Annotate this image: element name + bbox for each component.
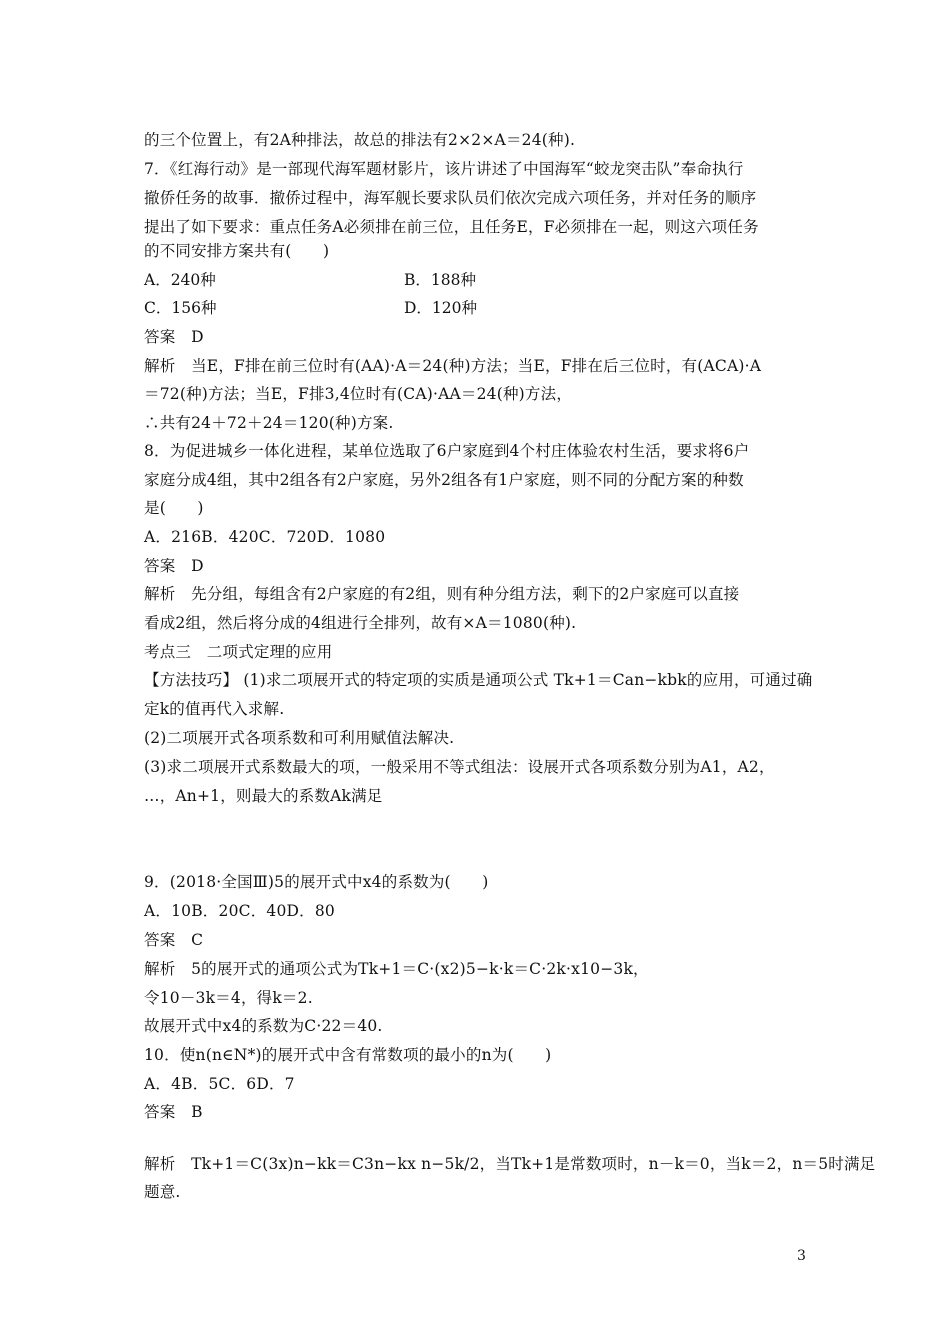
text-line: 题意.	[144, 1183, 181, 1201]
option-b: B．188种	[404, 271, 476, 289]
analysis-line: 解析 当E，F排在前三位时有(AA)·A＝24(种)方法；当E，F排在后三位时，有(ACA)·A	[144, 357, 762, 375]
options-line: A．10B．20C．40D．80	[144, 902, 335, 920]
text-line: 家庭分成4组，其中2组各有2户家庭，另外2组各有1户家庭，则不同的分配方案的种数	[144, 471, 744, 489]
answer-line: 答案 D	[144, 557, 204, 575]
options-line: A．4B．5C．6D．7	[144, 1075, 295, 1093]
text-line: 的不同安排方案共有( )	[144, 242, 330, 260]
answer-line: 答案 B	[144, 1103, 203, 1121]
text-line: (3)求二项展开式系数最大的项，一般采用不等式组法：设展开式各项系数分别为A1，A2，	[144, 758, 775, 776]
text-line: 定k的值再代入求解.	[144, 700, 285, 718]
text-line: 令10－3k＝4，得k＝2.	[144, 989, 313, 1007]
analysis-line: 解析 Tk+1＝C(3x)n−kk＝C3n−kx n−5k/2，当Tk+1是常数项时，n－k＝0，当k＝2，n＝5时满足	[144, 1155, 876, 1173]
options-line: A．216B．420C．720D．1080	[144, 528, 386, 546]
text-line: (2)二项展开式各项系数和可利用赋值法解决.	[144, 729, 455, 747]
analysis-line: 解析 5的展开式的通项公式为Tk+1＝C·(x2)5−k·k＝C·2k·x10−3k，	[144, 960, 649, 978]
text-line: 提出了如下要求：重点任务A必须排在前三位，且任务E，F必须排在一起，则这六项任务	[144, 218, 759, 236]
section-heading: 考点三 二项式定理的应用	[144, 643, 333, 661]
text-line: ＝72(种)方法；当E，F排3,4位时有(CA)·AA＝24(种)方法，	[144, 385, 573, 403]
analysis-line: 解析 先分组，每组含有2户家庭的有2组，则有种分组方法，剩下的2户家庭可以直接	[144, 585, 740, 603]
question-9-line: 9．(2018·全国Ⅲ)5的展开式中x4的系数为( )	[144, 873, 489, 891]
answer-line: 答案 D	[144, 328, 204, 346]
question-8-line: 8．为促进城乡一体化进程，某单位选取了6户家庭到4个村庄体验农村生活，要求将6户	[144, 442, 750, 460]
method-tip-line: 【方法技巧】 (1)求二项展开式的特定项的实质是通项公式 Tk+1＝Can−kbk的应用，可通过确	[144, 671, 813, 689]
option-c: C．156种	[144, 299, 217, 317]
text-line: 看成2组，然后将分成的4组进行全排列，故有×A＝1080(种).	[144, 614, 577, 632]
text-line: 是( )	[144, 499, 204, 517]
text-line: 故展开式中x4的系数为C·22＝40.	[144, 1017, 383, 1035]
option-a: A．240种	[144, 271, 216, 289]
text-line: …，An+1，则最大的系数Ak满足	[144, 787, 383, 805]
question-10-line: 10．使n(n∈N*)的展开式中含有常数项的最小的n为( )	[144, 1046, 552, 1064]
page-number: 3	[797, 1248, 806, 1264]
option-d: D．120种	[404, 299, 478, 317]
answer-line: 答案 C	[144, 931, 204, 949]
text-line: 撤侨任务的故事．撤侨过程中，海军舰长要求队员们依次完成六项任务，并对任务的顺序	[144, 189, 757, 207]
text-line: ∴共有24＋72＋24＝120(种)方案.	[144, 414, 394, 432]
question-7-line: 7．《红海行动》是一部现代海军题材影片，该片讲述了中国海军“蛟龙突击队”奉命执行	[144, 160, 744, 178]
text-line: 的三个位置上，有2A种排法，故总的排法有2×2×A＝24(种).	[144, 131, 576, 149]
